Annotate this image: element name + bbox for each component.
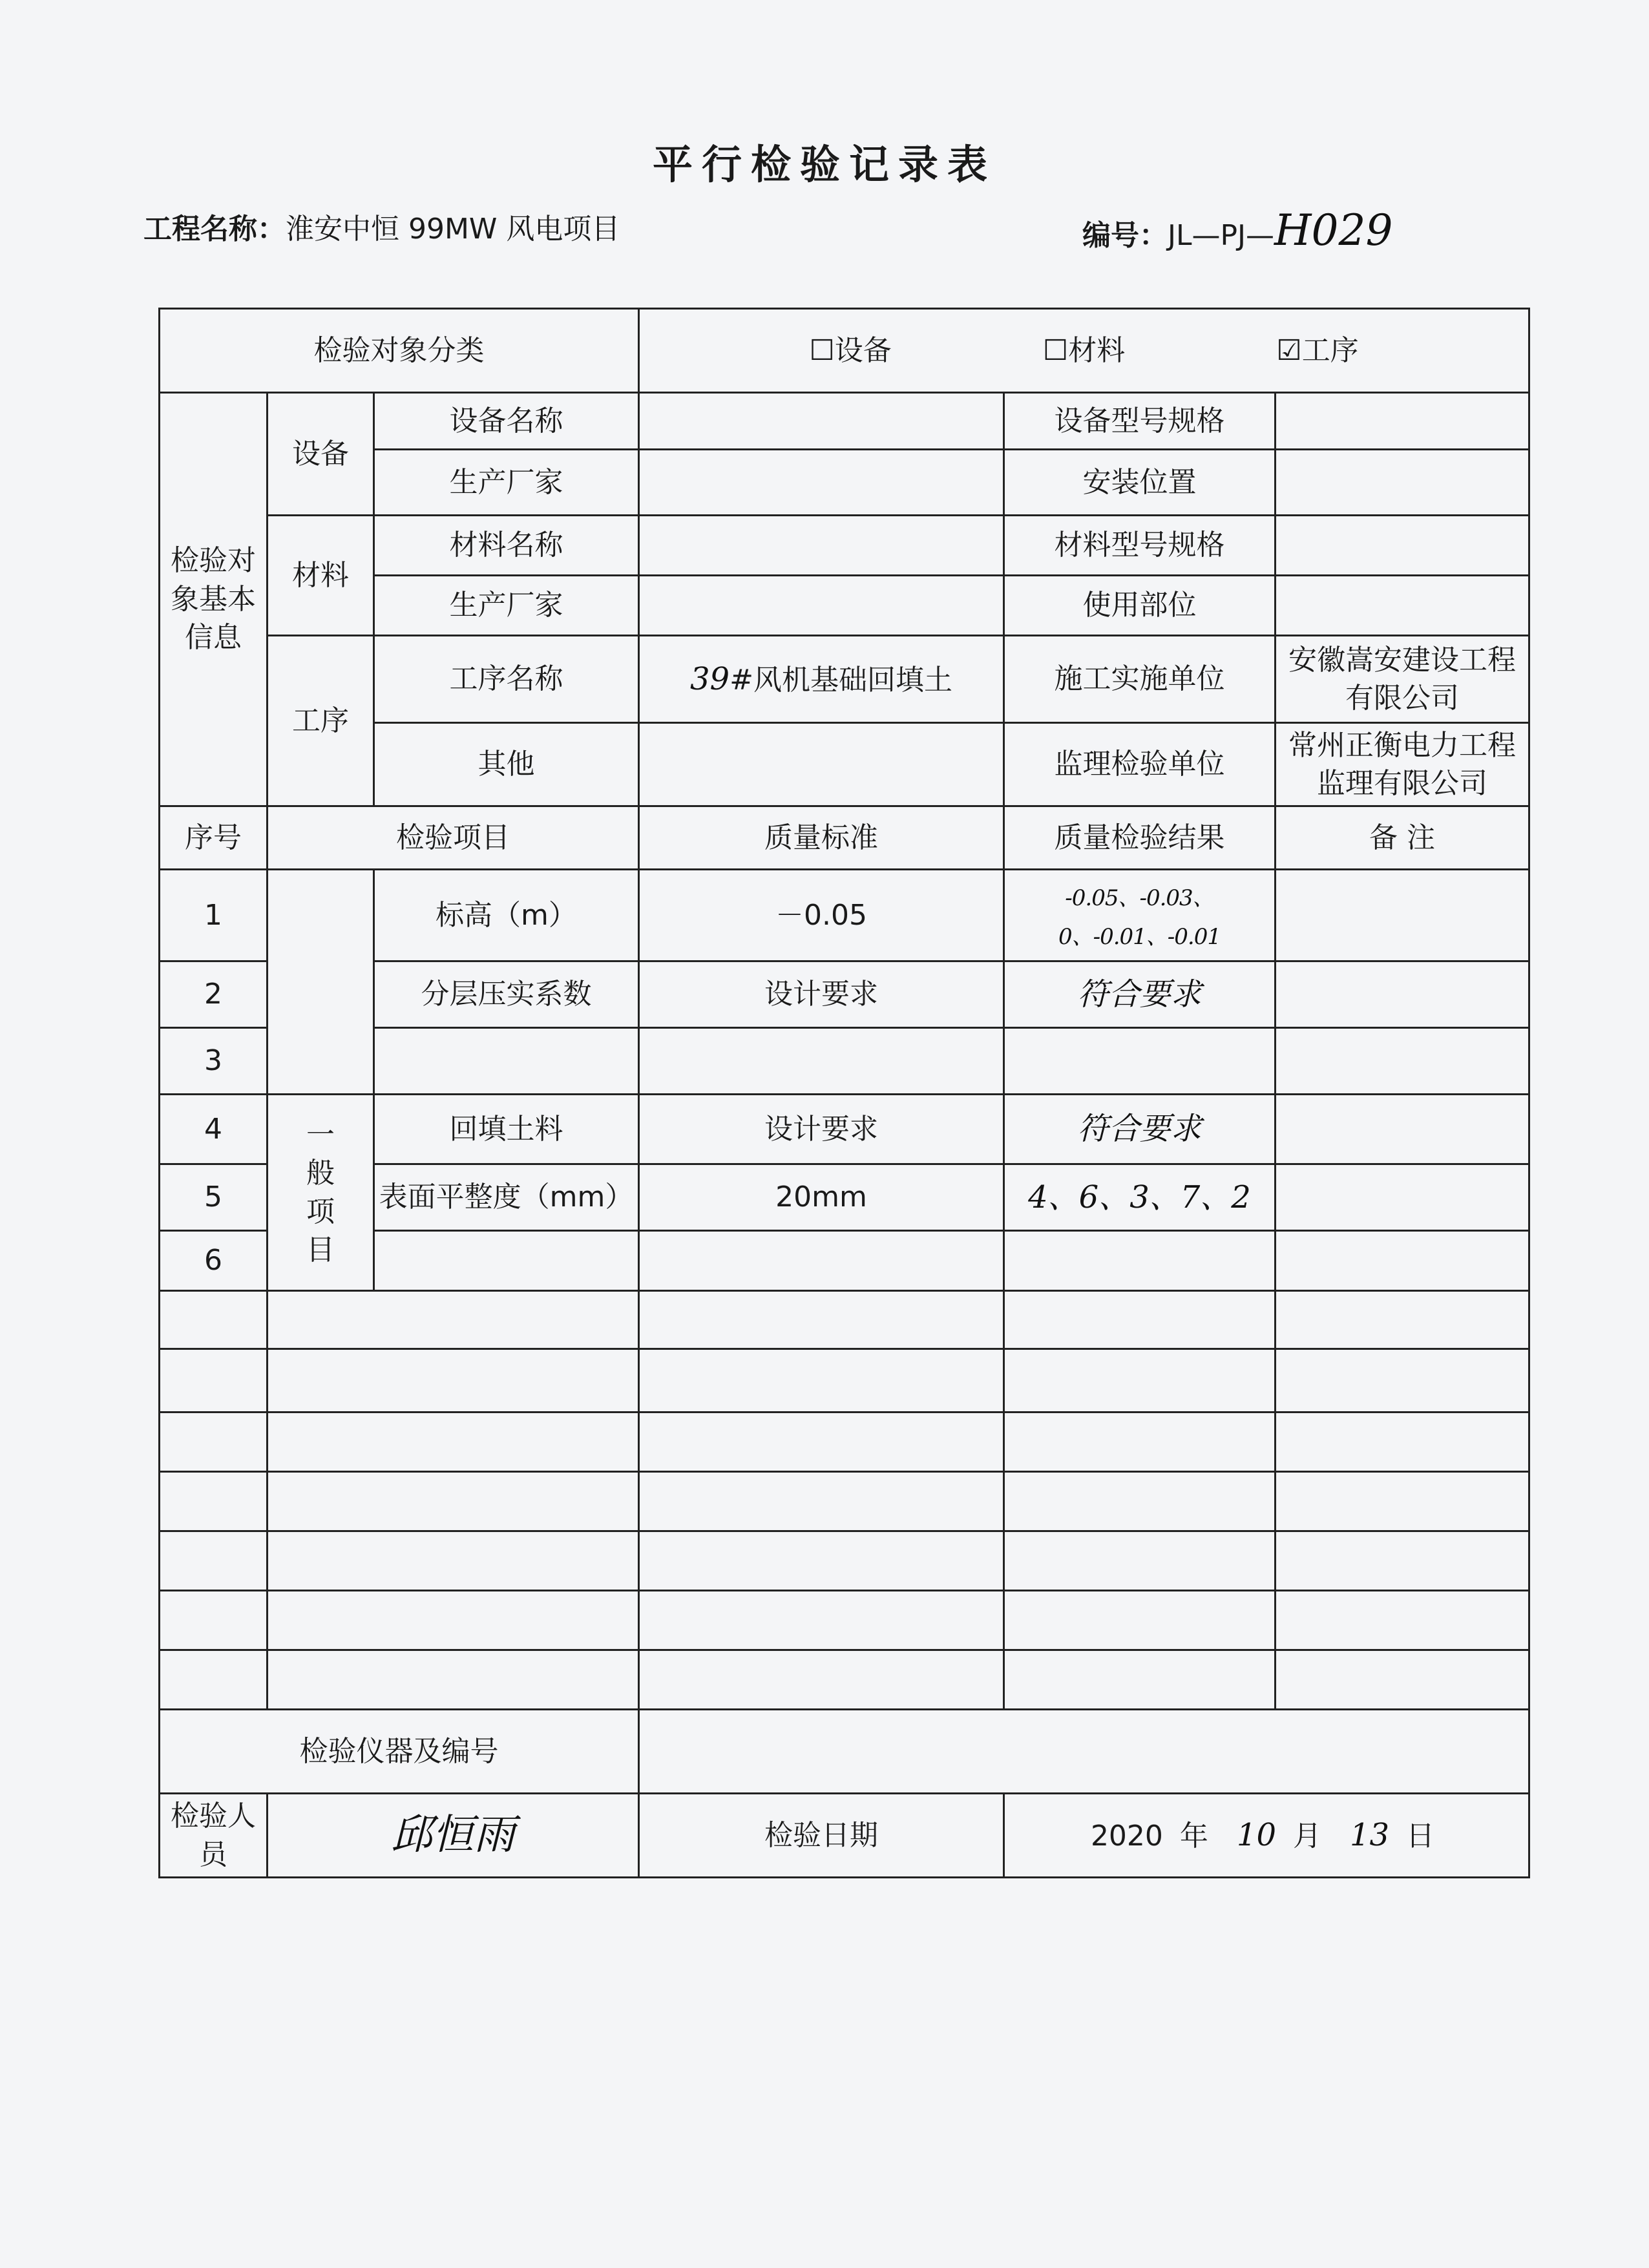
checkbox-material[interactable]: ☐材料	[1042, 333, 1126, 367]
inspector-label: 检验人员	[160, 1794, 268, 1878]
instrument-row	[160, 1710, 1529, 1794]
blank-row	[160, 1349, 1529, 1412]
item-standard: －0.05	[639, 870, 1004, 961]
code-handwritten: H029	[1274, 205, 1393, 255]
material-usage-value[interactable]	[1276, 576, 1529, 636]
equipment-model-label: 设备型号规格	[1004, 393, 1276, 450]
blank-row	[160, 1291, 1529, 1349]
item-remark[interactable]	[1276, 1164, 1529, 1231]
instrument-value[interactable]	[639, 1710, 1529, 1794]
equipment-name-value[interactable]	[639, 393, 1004, 450]
material-model-value[interactable]	[1276, 516, 1529, 576]
item-name	[374, 1231, 639, 1291]
material-name-value[interactable]	[639, 516, 1004, 576]
date-label: 检验日期	[639, 1794, 1004, 1878]
material-name-label: 材料名称	[374, 516, 639, 576]
process-name-text: #风机基础回填土	[730, 663, 952, 697]
supervisor-value[interactable]: 常州正衡电力工程监理有限公司	[1276, 723, 1529, 806]
item-no: 2	[160, 961, 268, 1028]
item-no: 6	[160, 1231, 268, 1291]
material-maker-value[interactable]	[639, 576, 1004, 636]
supervisor-label: 监理检验单位	[1004, 723, 1276, 806]
item-result-handwritten: -0.05、-0.03、0、-0.01、-0.01	[1058, 885, 1221, 950]
item-remark[interactable]	[1276, 1095, 1529, 1164]
equipment-maker-value[interactable]	[639, 450, 1004, 516]
item-result[interactable]	[1004, 961, 1276, 1028]
table-row	[160, 1095, 1529, 1164]
header-standard: 质量标准	[639, 806, 1004, 870]
material-usage-label: 使用部位	[1004, 576, 1276, 636]
item-name: 标高（m）	[374, 870, 639, 961]
project-label: 工程名称：	[143, 213, 286, 246]
process-other-label: 其他	[374, 723, 639, 806]
basic-info-label: 检验对象基本信息	[160, 393, 268, 806]
header-result: 质量检验结果	[1004, 806, 1276, 870]
equipment-label: 设备	[268, 393, 374, 516]
item-result[interactable]	[1004, 870, 1276, 961]
category-label: 检验对象分类	[160, 309, 639, 393]
signature-row	[160, 1794, 1529, 1878]
inspector-signature-cell[interactable]	[268, 1794, 639, 1878]
date-month-unit: 月	[1293, 1820, 1321, 1853]
item-result[interactable]	[1004, 1164, 1276, 1231]
item-standard: 20mm	[639, 1164, 1004, 1231]
checkbox-process[interactable]: ☑工序	[1276, 333, 1359, 367]
code-label: 编号：	[1082, 219, 1168, 252]
form-code	[1082, 205, 1393, 255]
date-month: 10	[1236, 1817, 1276, 1854]
form-title: 平行检验记录表	[652, 141, 996, 188]
items-header-row	[160, 806, 1529, 870]
item-remark[interactable]	[1276, 961, 1529, 1028]
item-no: 4	[160, 1095, 268, 1164]
item-result-handwritten: 符合要求	[1077, 976, 1202, 1013]
date-year: 2020	[1090, 1820, 1163, 1853]
equipment-model-value[interactable]	[1276, 393, 1529, 450]
item-remark[interactable]	[1276, 1231, 1529, 1291]
blank-row	[160, 1412, 1529, 1472]
item-result-handwritten: 符合要求	[1077, 1111, 1202, 1148]
item-result[interactable]	[1004, 1095, 1276, 1164]
equipment-maker-label: 生产厂家	[374, 450, 639, 516]
item-standard: 设计要求	[639, 961, 1004, 1028]
process-name-value[interactable]	[639, 636, 1004, 723]
item-no: 3	[160, 1028, 268, 1095]
item-standard: 设计要求	[639, 1095, 1004, 1164]
item-result[interactable]	[1004, 1028, 1276, 1095]
item-remark[interactable]	[1276, 870, 1529, 961]
header-no: 序号	[160, 806, 268, 870]
blank-row	[160, 1472, 1529, 1531]
process-other-value[interactable]	[639, 723, 1004, 806]
code-prefix: JL—PJ—	[1168, 219, 1274, 252]
header-item: 检验项目	[268, 806, 639, 870]
item-group-blank	[268, 870, 374, 1095]
date-day: 13	[1350, 1817, 1390, 1854]
date-day-unit: 日	[1406, 1820, 1435, 1853]
category-options	[639, 309, 1529, 393]
blank-row	[160, 1591, 1529, 1650]
material-model-label: 材料型号规格	[1004, 516, 1276, 576]
item-standard	[639, 1231, 1004, 1291]
item-result[interactable]	[1004, 1231, 1276, 1291]
checkbox-equipment[interactable]: ☐设备	[809, 333, 892, 367]
process-name-label: 工序名称	[374, 636, 639, 723]
material-label: 材料	[268, 516, 374, 636]
general-items-label: 一般项目	[268, 1095, 374, 1291]
date-year-unit: 年	[1179, 1820, 1208, 1853]
item-standard	[639, 1028, 1004, 1095]
contractor-label: 施工实施单位	[1004, 636, 1276, 723]
instrument-label: 检验仪器及编号	[160, 1710, 639, 1794]
equipment-location-value[interactable]	[1276, 450, 1529, 516]
process-name-handwritten: 39	[690, 660, 730, 697]
project-name: 淮安中恒 99MW 风电项目	[286, 213, 620, 246]
header-remark: 备 注	[1276, 806, 1529, 870]
item-result-handwritten: 4、6、3、7、2	[1028, 1179, 1251, 1215]
item-name: 表面平整度（mm）	[374, 1164, 639, 1231]
blank-row	[160, 1531, 1529, 1591]
equipment-location-label: 安装位置	[1004, 450, 1276, 516]
item-name	[374, 1028, 639, 1095]
item-name: 回填土料	[374, 1095, 639, 1164]
process-label: 工序	[268, 636, 374, 806]
equipment-name-label: 设备名称	[374, 393, 639, 450]
item-remark[interactable]	[1276, 1028, 1529, 1095]
inspection-form-table	[158, 308, 1530, 1878]
inspector-signature: 邱恒雨	[391, 1811, 515, 1860]
contractor-value[interactable]: 安徽嵩安建设工程有限公司	[1276, 636, 1529, 723]
category-row	[160, 309, 1529, 393]
item-no: 1	[160, 870, 268, 961]
project-line	[143, 205, 620, 247]
inspection-date[interactable]	[1004, 1794, 1529, 1878]
item-name: 分层压实系数	[374, 961, 639, 1028]
item-no: 5	[160, 1164, 268, 1231]
material-maker-label: 生产厂家	[374, 576, 639, 636]
blank-row	[160, 1650, 1529, 1710]
table-row	[160, 870, 1529, 961]
